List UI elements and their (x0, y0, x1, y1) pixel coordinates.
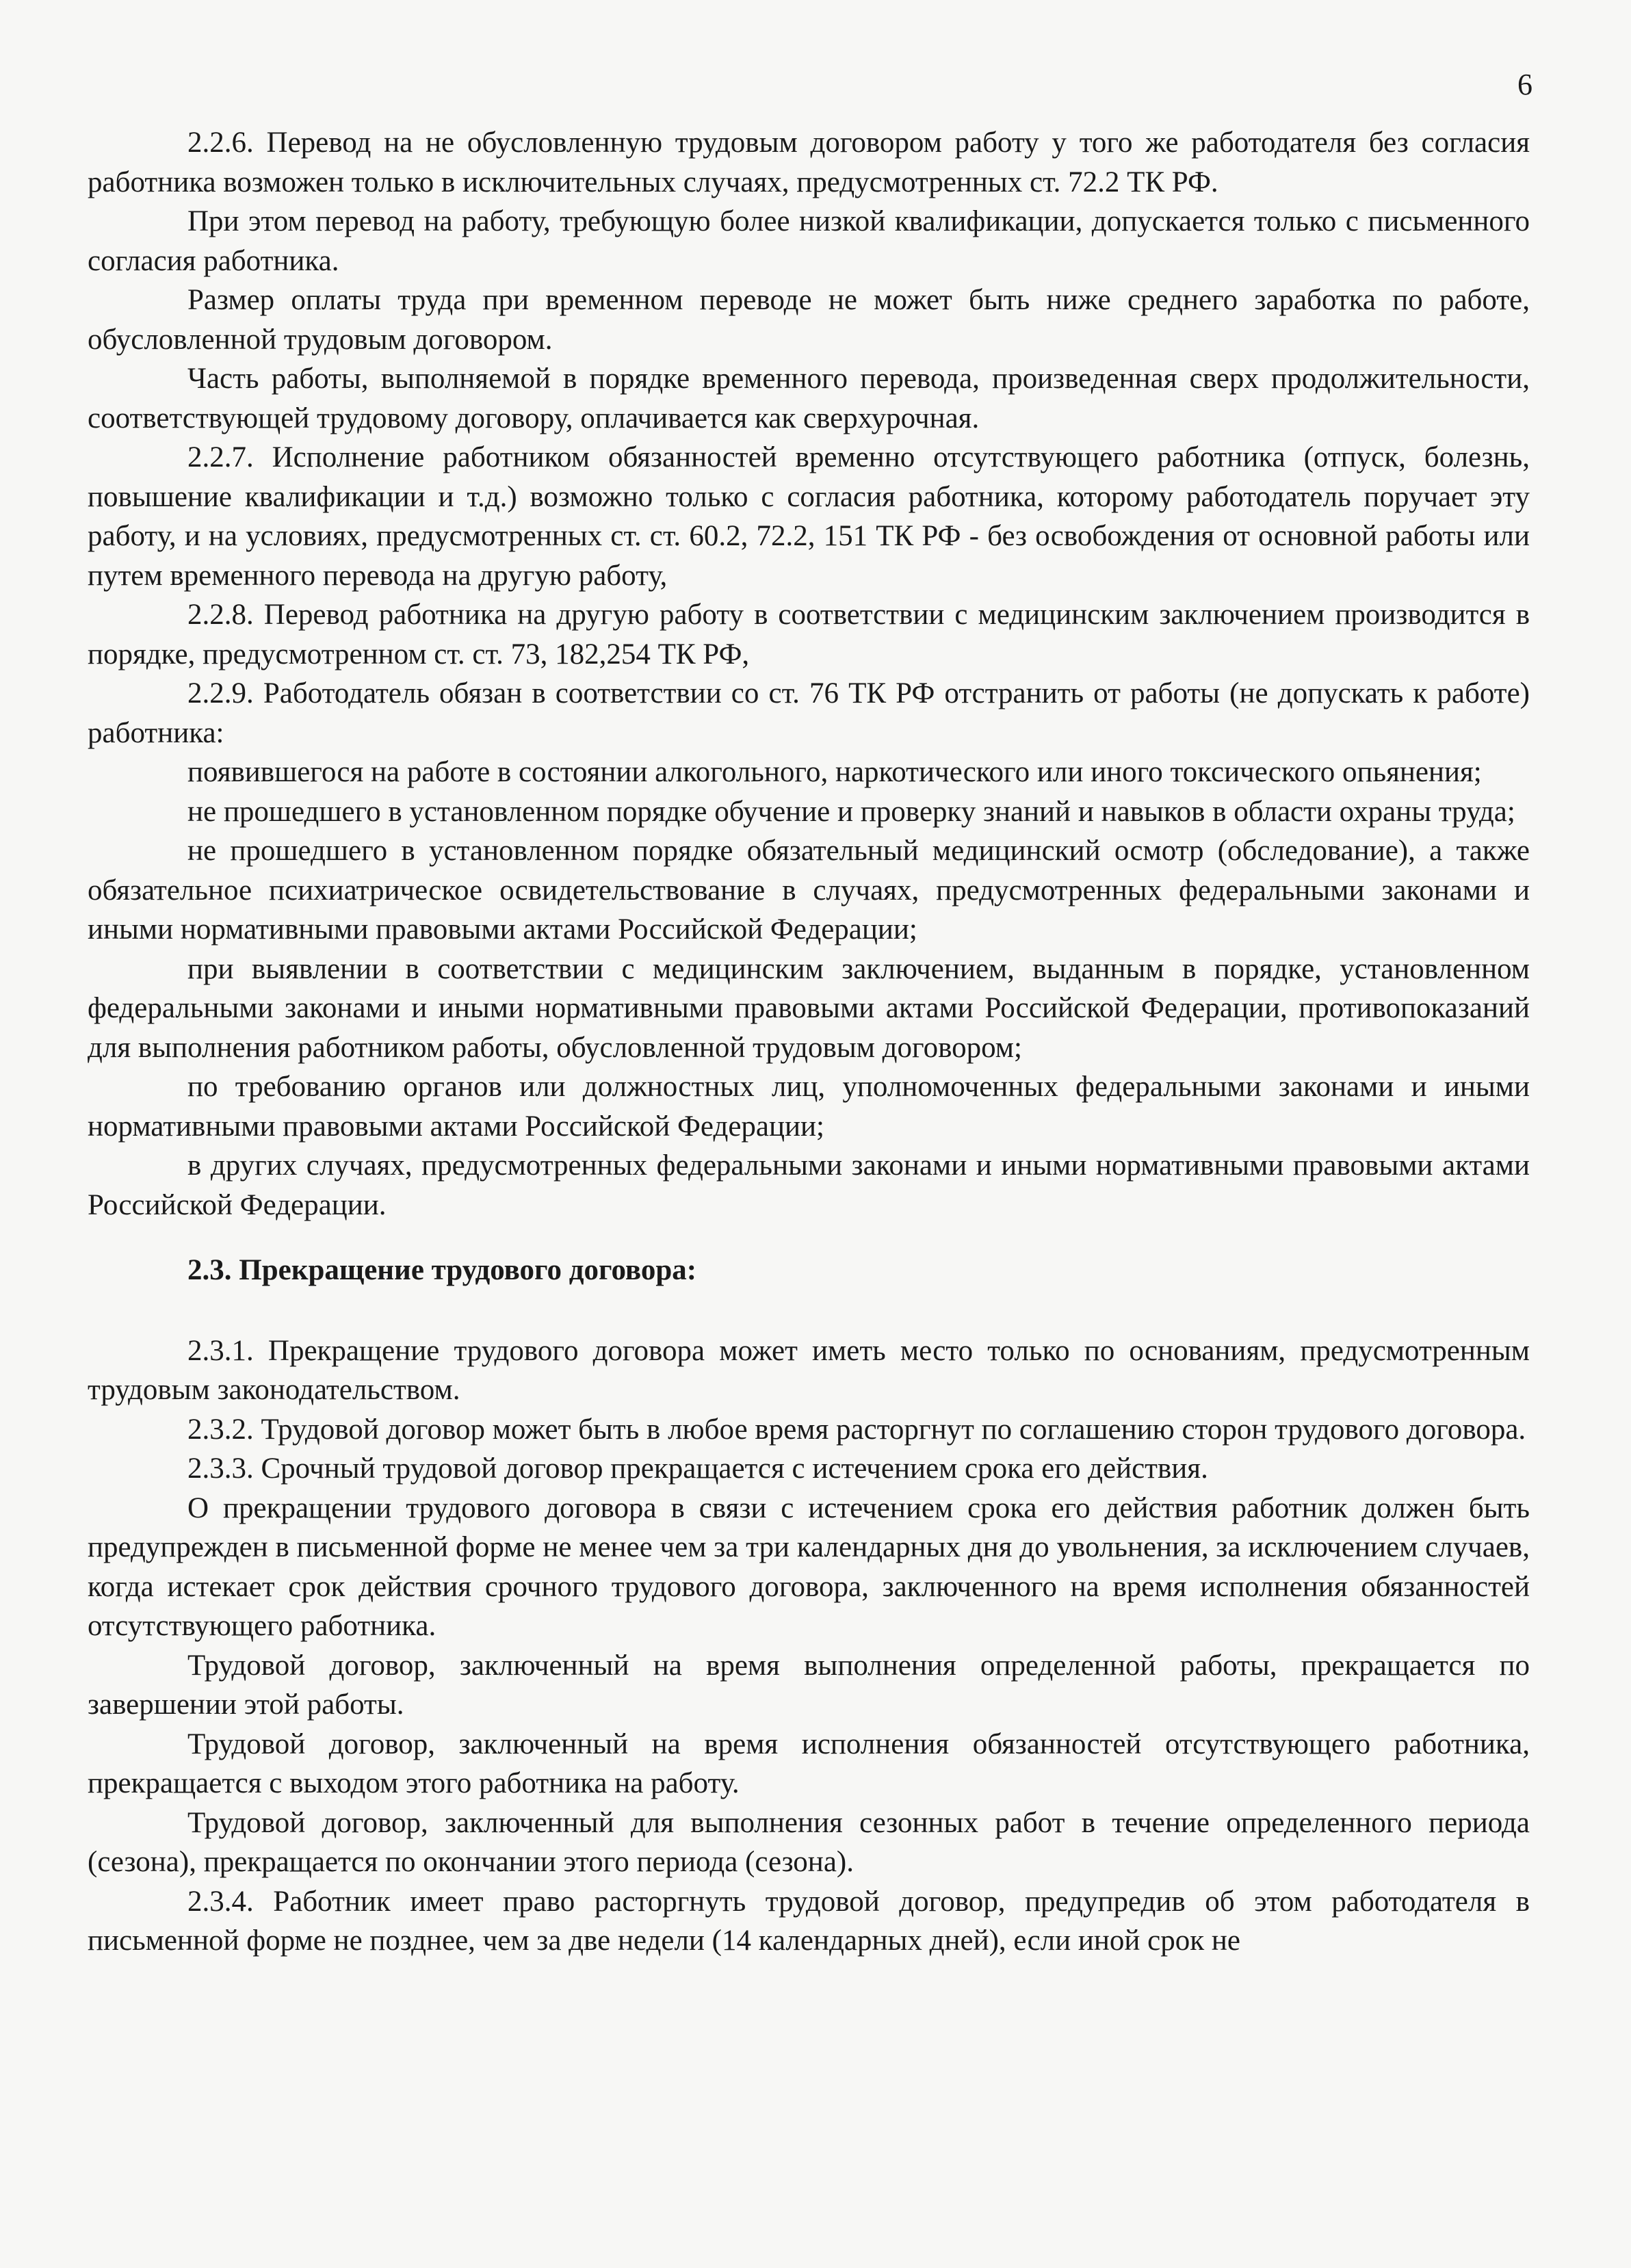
section-heading: 2.3. Прекращение трудового договора: (187, 1254, 697, 1286)
list-item-safety-training: не прошедшего в установленном порядке обучение и проверку знаний и навыков в области охраны труда; (187, 795, 1515, 828)
paragraph-lower-qualification: При этом перевод на работу, требующую более низкой квалификации, допускается только с письменного согласия работника. (88, 205, 1530, 277)
paragraph-overtime: Часть работы, выполняемой в порядке временного перевода, произведенная сверх продолжительности, соответствующей трудовому договору, оплачивается как сверхурочная. (88, 363, 1530, 434)
paragraph-2-3-3: 2.3.3. Срочный трудовой договор прекращается с истечением срока его действия. (187, 1452, 1208, 1485)
paragraph-2-3-1: 2.3.1. Прекращение трудового договора может иметь место только по основаниям, предусмотренным трудовым законодательством. (88, 1334, 1530, 1406)
paragraph-absent-worker: Трудовой договор, заключенный на время исполнения обязанностей отсутствующего работника, прекращается с выходом этого работника на работу. (88, 1728, 1530, 1799)
list-item-authority-request: по требованию органов или должностных лиц, уполномоченных федеральными законами и иными нормативными правовыми актами Российской Федерации; (88, 1071, 1530, 1143)
paragraph-2-2-8: 2.2.8. Перевод работника на другую работу в соответствии с медицинским заключением производится в порядке, предусмотренном ст. ст. 73, 182,254 ТК РФ, (88, 599, 1530, 670)
page-content (88, 123, 1530, 1961)
paragraph-2-3-2: 2.3.2. Трудовой договор может быть в любое время расторгнут по соглашению сторон трудового договора. (187, 1413, 1526, 1446)
list-item-intoxication: появившегося на работе в состоянии алкогольного, наркотического или иного токсического опьянения; (187, 756, 1482, 788)
list-item-contraindications: при выявлении в соответствии с медицинским заключением, выданным в порядке, установленном федеральными законами и иными нормативными правовыми актами Российской Федерации, противопоказаний для выполнения работником работы, обусловленной трудовым договором; (88, 952, 1530, 1064)
paragraph-2-2-9: 2.2.9. Работодатель обязан в соответствии со ст. 76 ТК РФ отстранить от работы (не допускать к работе) работника: (88, 677, 1530, 749)
paragraph-2-2-7: 2.2.7. Исполнение работником обязанностей временно отсутствующего работника (отпуск, болезнь, повышение квалификации и т.д.) возможно только с согласия работника, которому работодатель поручает эту работу, и на условиях, предусмотренных ст. ст. 60.2, 72.2, 151 ТК РФ - без освобождения от основной работы или путем временного перевода на другую работу, (88, 441, 1530, 592)
paragraph-seasonal-work: Трудовой договор, заключенный для выполнения сезонных работ в течение определенного периода (сезона), прекращается по окончании этого периода (сезона). (88, 1806, 1530, 1878)
paragraph-2-3-4: 2.3.4. Работник имеет право расторгнуть трудовой договор, предупредив об этом работодателя в письменной форме не позднее, чем за две недели (14 календарных дней), если иной срок не (88, 1885, 1530, 1957)
list-item-medical-exam: не прошедшего в установленном порядке обязательный медицинский осмотр (обследование), а также обязательное психиатрическое освидетельствование в случаях, предусмотренных федеральными законами и иными нормативными правовыми актами Российской Федерации; (88, 835, 1530, 946)
paragraph-specific-work: Трудовой договор, заключенный на время выполнения определенной работы, прекращается по завершении этой работы. (88, 1649, 1530, 1721)
paragraph-expiry-notice: О прекращении трудового договора в связи с истечением срока его действия работник должен быть предупрежден в письменной форме не менее чем за три календарных дня до увольнения, за исключением случаев, когда истекает срок действия срочного трудового договора, заключенного на время исполнения обязанностей отсутствующего работника. (88, 1491, 1530, 1642)
list-item-other-cases: в других случаях, предусмотренных федеральными законами и иными нормативными правовыми актами Российской Федерации. (88, 1149, 1530, 1221)
paragraph-2-2-6: 2.2.6. Перевод на не обусловленную трудовым договором работу у того же работодателя без согласия работника возможен только в исключительных случаях, предусмотренных ст. 72.2 ТК РФ. (88, 127, 1530, 198)
paragraph-pay-size: Размер оплаты труда при временном переводе не может быть ниже среднего заработка по работе, обусловленной трудовым договором. (88, 284, 1530, 356)
page-number: 6 (1517, 68, 1532, 101)
